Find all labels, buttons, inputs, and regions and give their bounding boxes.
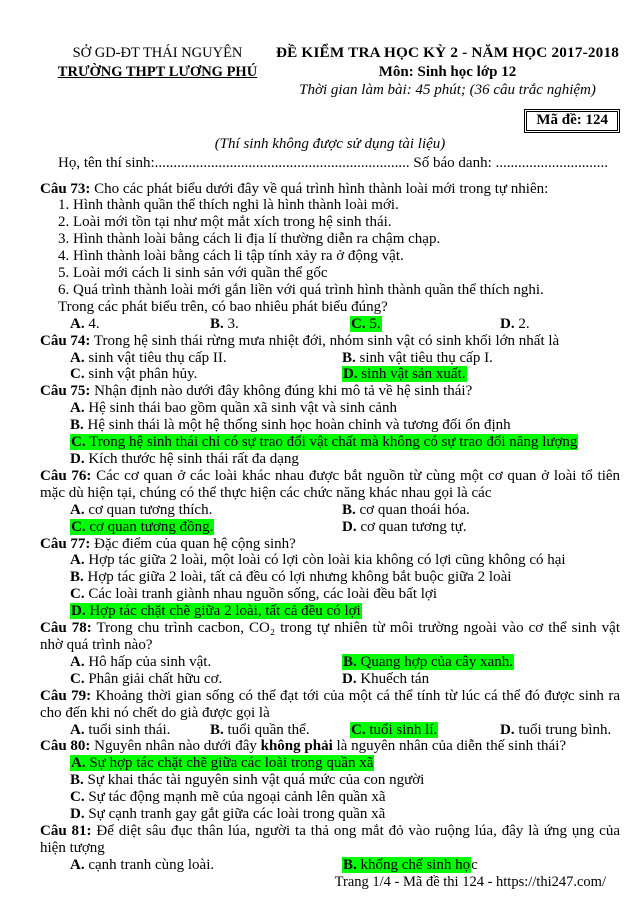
question-number: Câu 81: — [40, 822, 92, 839]
question-80 — [40, 738, 620, 823]
question-text-segment: Trong hệ sinh thái rừng mưa nhiệt đới, nhóm sinh vật có sinh khối lớn nhất là — [93, 332, 560, 349]
option-label: B. — [343, 653, 357, 670]
question-78 — [40, 620, 620, 688]
page-header — [40, 44, 620, 100]
option-D — [342, 519, 620, 536]
option-content — [70, 806, 385, 822]
option-text: Sự tác động mạnh mẽ của ngoại cảnh lên quần xã — [84, 789, 386, 806]
option-label: A. — [70, 552, 85, 569]
option-A — [70, 755, 620, 772]
option-B — [210, 316, 350, 333]
candidate-info-line — [40, 155, 620, 172]
option-text: sinh vật phân hủy. — [84, 366, 198, 383]
option-label: B. — [70, 772, 84, 789]
option-content — [342, 502, 470, 518]
option-label: A. — [70, 315, 85, 332]
option-content — [70, 417, 511, 433]
option-text: Khuếch tán — [356, 670, 430, 687]
option-A — [70, 857, 342, 874]
question-text — [40, 333, 620, 350]
option-text: Hợp tác giữa 2 loài, một loài có lợi còn loài kia không có lợi cũng không có hại — [84, 552, 566, 569]
option-text: Hệ sinh thái là một hệ thống sinh học hoàn chỉnh và tương đối ổn định — [83, 417, 511, 434]
question-text — [40, 181, 620, 198]
option-label: D. — [70, 806, 85, 823]
option-content — [70, 722, 170, 738]
exam-notice: (Thí sinh không được sử dụng tài liệu) — [214, 135, 446, 152]
question-75 — [40, 383, 620, 468]
option-text: cạnh tranh cùng loài. — [84, 856, 215, 873]
candidate-number-fill-line: .............................. — [495, 154, 608, 171]
option-A — [70, 552, 620, 569]
option-label: D. — [70, 451, 85, 467]
option-label: A. — [70, 856, 85, 873]
option-A — [70, 502, 342, 519]
question-79 — [40, 688, 620, 739]
option-content — [70, 350, 227, 366]
question-text-segment: Nguyên nhân nào dưới đây — [94, 738, 261, 755]
option-content — [70, 671, 222, 687]
option-label: A. — [70, 349, 85, 366]
statement-item: 5. Loài mới cách li sinh sản với quần thể gốc — [58, 265, 328, 282]
option-text: Hợp tác chặt chẽ giữa 2 loài, tất cả đều có lợi — [85, 603, 361, 620]
question-77 — [40, 536, 620, 621]
options-group — [40, 755, 620, 823]
question-text — [40, 383, 620, 400]
option-text: Các loài tranh giành nhau nguồn sống, các loài đều bất lợi — [84, 586, 438, 603]
option-text: Quang hợp của cây xanh. — [356, 653, 513, 670]
option-text: 2. — [514, 315, 530, 332]
option-content — [342, 350, 493, 366]
option-content — [70, 789, 386, 805]
exam-duration: Thời gian làm bài: 45 phút; (36 câu trắc nghiệm) — [299, 82, 596, 98]
option-B — [342, 654, 620, 671]
question-prompt: Trong các phát biểu trên, có bao nhiêu phát biểu đúng? — [58, 298, 388, 315]
option-content — [70, 857, 214, 873]
option-label: C. — [351, 315, 366, 332]
option-content — [342, 519, 467, 535]
option-text: sinh vật tiêu thụ cấp II. — [84, 349, 227, 366]
option-content — [70, 316, 100, 332]
statement-item: 3. Hình thành loài bằng cách li địa lí thường diễn ra chậm chạp. — [58, 231, 441, 248]
question-text — [40, 536, 620, 553]
highlighted-answer — [342, 366, 467, 382]
option-content — [210, 316, 239, 332]
option-content — [70, 400, 397, 416]
statement-item: 1. Hình thành quần thể thích nghi là hình thành loài mới. — [58, 197, 399, 214]
candidate-name-label: Họ, tên thí sinh: — [58, 154, 155, 171]
option-B — [70, 417, 620, 434]
option-text: tuổi quần thể. — [223, 721, 310, 738]
question-text-segment: Khoảng thời gian sống có thể đạt tới của một cá thể tính từ lúc cá thể đó được sinh ra cho đến khi nó chết do già được gọi là — [40, 687, 621, 721]
question-text-segment: Trong chu trình cacbon, CO₂ trong tự nhiên từ môi trường ngoài vào cơ thể sinh vật nhờ quá trình nào? — [40, 620, 621, 653]
option-text-after: c — [471, 856, 478, 873]
question-number: Câu 75: — [40, 383, 91, 400]
statement-item: 6. Quá trình thành loài mới gắn liền với quá trình hình thành quần thể thích nghi. — [58, 281, 544, 298]
question-number: Câu 73: — [40, 180, 91, 197]
question-text — [40, 620, 620, 654]
option-label: D. — [343, 366, 358, 383]
option-text: khống chế sinh họ — [356, 856, 471, 873]
exam-subject: Môn: Sinh học lớp 12 — [378, 63, 517, 80]
question-text-segment: Để diệt sâu đục thân lúa, người ta thả ong mắt đỏ vào ruộng lúa, đây là ứng ụng của hiện tượng — [40, 822, 620, 856]
option-content — [70, 502, 212, 518]
option-text: Kích thước hệ sinh thái rất đa dạng — [84, 451, 299, 467]
options-group — [40, 350, 620, 384]
option-label: A. — [70, 501, 85, 518]
option-label: C. — [70, 670, 85, 687]
option-text: Sự cạnh tranh gay gắt giữa các loài trong quần xã — [84, 806, 386, 823]
option-text: tuổi sinh thái. — [84, 721, 171, 738]
option-D — [70, 806, 620, 823]
options-group — [40, 722, 620, 739]
option-content — [500, 722, 611, 738]
option-text: Hô hấp của sinh vật. — [84, 653, 212, 670]
option-text: cơ quan tương thích. — [84, 501, 213, 518]
question-number: Câu 74: — [40, 332, 91, 349]
option-label: D. — [500, 315, 515, 332]
option-content — [342, 671, 429, 687]
option-text: cơ quan tương tự. — [356, 518, 467, 535]
option-B — [70, 772, 620, 789]
option-D — [70, 603, 620, 620]
options-group — [40, 400, 620, 468]
option-B — [342, 857, 620, 874]
option-A — [70, 654, 342, 671]
option-A — [70, 350, 342, 367]
question-number: Câu 76: — [40, 467, 92, 484]
page-footer: Trang 1/4 - Mã đề thi 124 - https://thi247.com/ — [334, 874, 606, 890]
option-text: Hệ sinh thái bao gồm quần xã sinh vật và sinh cảnh — [84, 400, 398, 417]
option-C — [70, 519, 342, 536]
option-content — [70, 772, 424, 788]
option-label: C. — [70, 366, 85, 383]
option-label: D. — [71, 603, 86, 620]
school-name: TRƯỜNG THPT LƯƠNG PHÚ — [57, 64, 258, 80]
highlighted-answer — [70, 519, 214, 535]
option-label: A. — [71, 755, 86, 772]
option-label: C. — [71, 518, 86, 535]
option-label: B. — [210, 721, 224, 738]
header-left-block — [40, 44, 275, 81]
option-D — [342, 671, 620, 688]
options-group — [40, 552, 620, 620]
question-text — [40, 688, 620, 722]
option-text: sinh vật sản xuất. — [357, 366, 466, 383]
option-D — [500, 722, 620, 739]
highlighted-answer — [70, 434, 578, 450]
option-text: cơ quan tương đồng. — [85, 518, 214, 535]
statement-item: 2. Loài mới tồn tại như một mắt xích trong hệ sinh thái. — [58, 214, 392, 231]
option-content — [70, 366, 197, 382]
exam-code-box — [524, 109, 620, 133]
option-content — [70, 654, 211, 670]
option-label: B. — [342, 501, 356, 518]
statement-item: 4. Hình thành loài bằng cách li tập tính xảy ra ở động vật. — [58, 248, 404, 265]
option-text: sinh vật tiêu thụ cấp I. — [355, 349, 493, 366]
highlighted-answer — [70, 603, 362, 619]
option-text: tuổi trung bình. — [514, 721, 612, 738]
option-label: A. — [70, 653, 85, 670]
highlighted-answer — [342, 857, 471, 873]
option-C — [350, 722, 500, 739]
question-74 — [40, 333, 620, 384]
question-73 — [40, 181, 620, 333]
highlighted-answer — [350, 316, 382, 332]
option-C — [350, 316, 500, 333]
question-text-segment: Cho các phát biểu dưới đây về quá trình hình thành loài mới trong tự nhiên: — [94, 180, 549, 197]
option-label: C. — [70, 586, 85, 603]
option-D — [500, 316, 620, 333]
question-text — [40, 468, 620, 502]
option-text: tuổi sinh lí. — [365, 721, 438, 738]
options-group — [40, 857, 620, 874]
candidate-number-label: Số báo danh: — [413, 154, 496, 171]
option-C — [70, 434, 620, 451]
question-text — [40, 823, 620, 857]
option-A — [70, 400, 620, 417]
question-number: Câu 77: — [40, 535, 91, 552]
option-label: A. — [70, 721, 85, 738]
option-label: C. — [351, 721, 366, 738]
option-label: D. — [342, 670, 357, 687]
highlighted-answer — [342, 654, 514, 670]
exam-code-row — [40, 109, 620, 133]
option-text: 3. — [223, 315, 239, 332]
option-B — [70, 569, 620, 586]
option-text: Trong hệ sinh thái chỉ có sự trao đổi vật chất mà không có sự trao đổi năng lượng — [85, 434, 578, 451]
option-label: D. — [500, 721, 515, 738]
option-D — [70, 451, 620, 468]
question-text-segment: Nhận định nào dưới đây không đúng khi mô tả về hệ sinh thái? — [94, 383, 473, 400]
option-label: C. — [70, 789, 85, 806]
option-label: D. — [342, 518, 357, 535]
option-content — [500, 316, 530, 332]
option-text: Sự hợp tác chặt chẽ giữa các loài trong quần xã — [85, 755, 374, 772]
question-number: Câu 79: — [40, 687, 92, 704]
option-text: Sự khai thác tài nguyên sinh vật quá mức của con người — [83, 772, 425, 789]
option-label: C. — [71, 434, 86, 451]
option-label: B. — [343, 856, 357, 873]
option-content — [210, 722, 310, 738]
option-content — [70, 569, 511, 585]
candidate-name-fill-line: .................................................................... — [154, 154, 410, 171]
option-text: 4. — [84, 315, 100, 332]
option-B — [342, 350, 620, 367]
options-group — [40, 654, 620, 688]
question-number: Câu 78: — [40, 620, 92, 637]
option-label: B. — [70, 569, 84, 586]
option-C — [70, 789, 620, 806]
option-label: B. — [342, 349, 356, 366]
highlighted-answer — [350, 722, 438, 738]
highlighted-answer — [70, 755, 374, 771]
option-C — [70, 586, 620, 603]
question-text-segment: Đặc điểm của quan hệ cộng sinh? — [94, 535, 296, 552]
question-text-segment: không phải — [260, 738, 333, 755]
exam-code: Mã đề: 124 — [526, 111, 618, 131]
option-content — [70, 586, 437, 602]
option-label: A. — [70, 400, 85, 417]
option-B — [210, 722, 350, 739]
exam-title: ĐỀ KIỂM TRA HỌC KỲ 2 - NĂM HỌC 2017-2018 — [275, 44, 620, 61]
question-76 — [40, 468, 620, 536]
option-content — [70, 552, 566, 568]
option-label: B. — [210, 315, 224, 332]
option-text: Phân giải chất hữu cơ. — [84, 670, 223, 687]
options-group — [40, 502, 620, 536]
option-text: cơ quan thoái hóa. — [355, 501, 470, 518]
options-group — [40, 316, 620, 333]
option-A — [70, 316, 210, 333]
option-D — [342, 366, 620, 383]
option-B — [342, 502, 620, 519]
option-C — [70, 366, 342, 383]
option-A — [70, 722, 210, 739]
question-text-segment: là nguyên nhân của diễn thế sinh thái? — [332, 738, 567, 755]
question-number: Câu 80: — [40, 738, 91, 755]
questions — [40, 181, 620, 874]
department-name: SỞ GD-ĐT THÁI NGUYÊN — [72, 45, 243, 61]
question-text-segment: Các cơ quan ở các loài khác nhau được bắt nguồn từ cùng một cơ quan ở loài tổ tiên mặc dù hiện tại, chúng có thể thực hiện các chức năng khác nhau gọi là các — [40, 467, 621, 501]
option-C — [70, 671, 342, 688]
option-text: 5. — [365, 315, 381, 332]
question-text — [40, 738, 620, 755]
option-content — [70, 451, 299, 467]
option-label: B. — [70, 417, 84, 434]
header-right-block — [275, 44, 620, 100]
question-81 — [40, 823, 620, 874]
option-text: Hợp tác giữa 2 loài, tất cả đều có lợi nhưng không bắt buộc giữa 2 loài — [83, 569, 512, 586]
